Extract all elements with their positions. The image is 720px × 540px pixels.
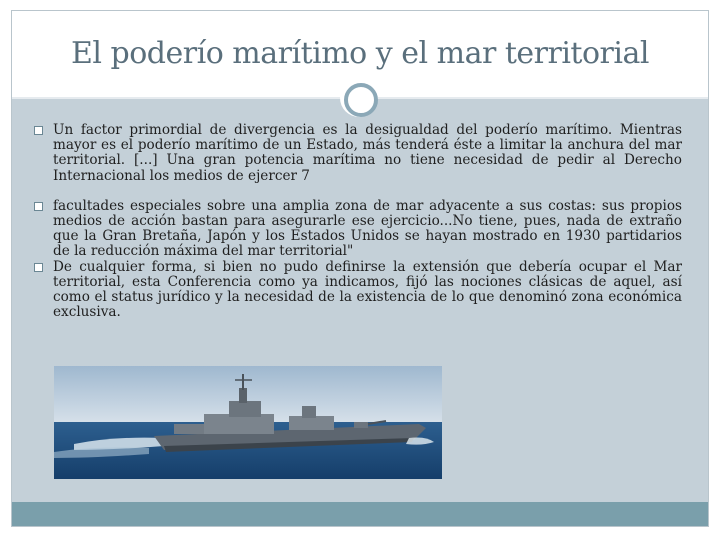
circle-ornament-icon: [340, 79, 378, 117]
bullet-item: [34, 199, 682, 260]
bullet-item: [34, 123, 682, 184]
bullet-list: [34, 123, 682, 320]
square-bullet-icon: [34, 202, 43, 211]
bullet-text: Un factor primordial de divergencia es la desigualdad del poderío marítimo. Mientras mayor es el poderío marítimo de un Estado, más tenderá éste a limitar la anchura del mar territorial. [...] Una gran potencia marítima no tiene necesidad de pedir al Derecho Internacional los medios de ejercer 7: [53, 122, 682, 184]
square-bullet-icon: [34, 263, 43, 272]
footer-bar: [12, 502, 708, 526]
bullet-text: facultades especiales sobre una amplia zona de mar adyacente a sus costas: sus propios medios de acción bastan para asegurarle ese ejercicio...No tiene, pues, nada de extraño que la Gran Bretaña, Japón y los Estados Unidos se hayan mostrado en 1930 partidarios de la reducción máxima del mar territorial": [53, 197, 682, 260]
bullet-text: De cualquier forma, si bien no pudo definirse la extensión que debería ocupar el Mar territorial, esta Conferencia como ya indicamos, fijó las nociones clásicas de aquel, así como el status jurídico y la necesidad de la existencia de lo que denominó zona económica exclusiva.: [53, 258, 682, 321]
bullet-item: [34, 260, 682, 321]
warship-photo: [54, 366, 442, 479]
square-bullet-icon: [34, 126, 43, 135]
slide-title: El poderío marítimo y el mar territorial: [71, 36, 649, 71]
